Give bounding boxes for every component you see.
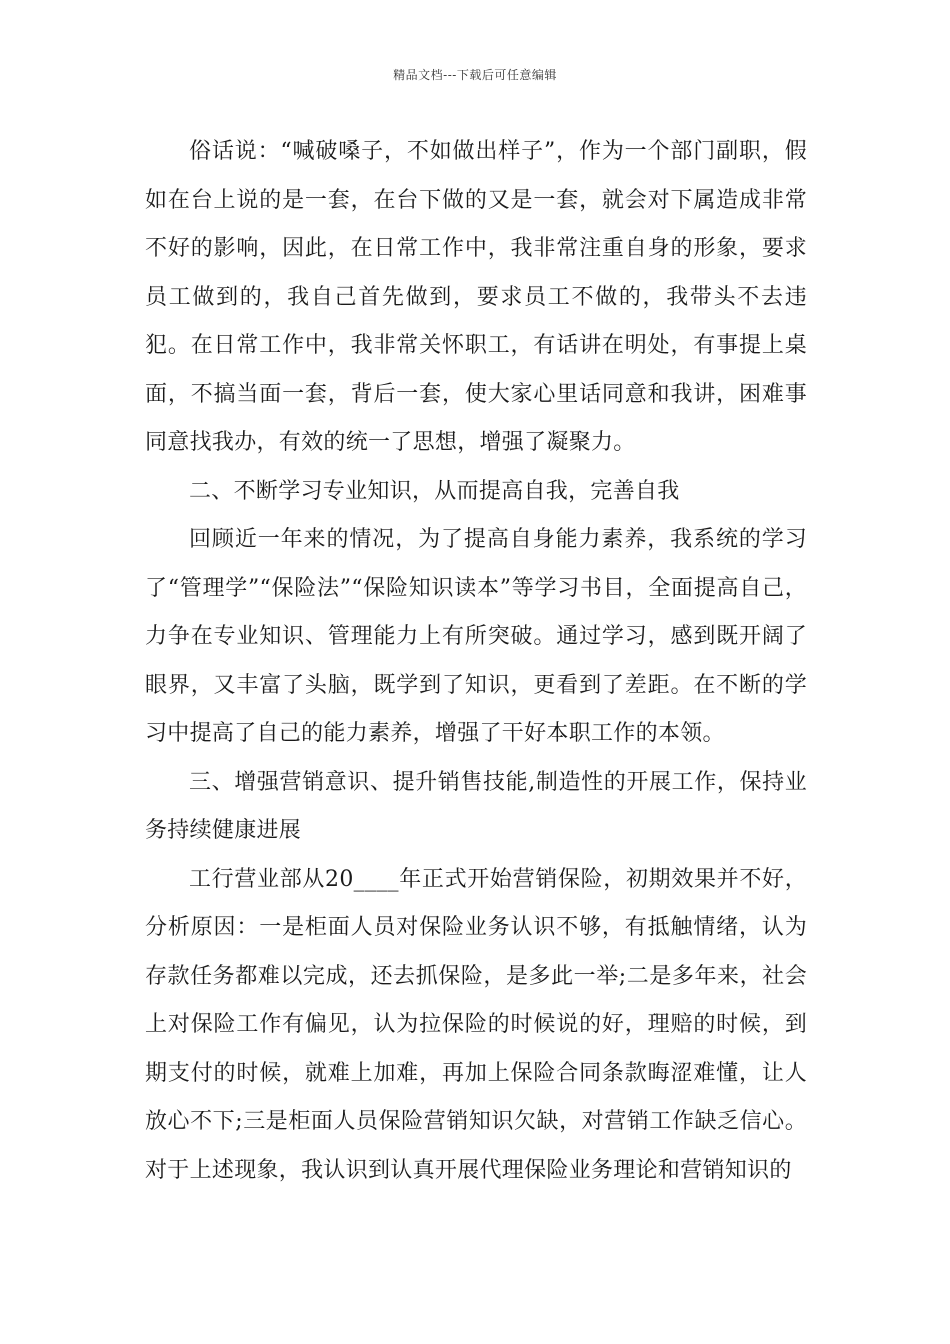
paragraph-marketing: 工行营业部从20____年正式开始营销保险，初期效果并不好，分析原因：一是柜面人员对保险业务认识不够，有抵触情绪，认为存款任务都难以完成，还去抓保险，是多此一举;二是多年来，社会上对保险工作有偏见，认为拉保险的时候说的好，理赔的时候，到期支付的时候，就难上加难，再加上保险合同条款晦涩难懂，让人放心不下;三是柜面人员保险营销知识欠缺，对营销工作缺乏信心。对于上述现象，我认识到认真开展代理保险业务理论和营销知识的 bbox=[145, 866, 807, 1183]
document-body bbox=[145, 128, 807, 1195]
section-heading-marketing: 三、增强营销意识、提升销售技能,制造性的开展工作，保持业务持续健康进展 bbox=[145, 769, 807, 843]
section-heading-learning: 二、不断学习专业知识，从而提高自我，完善自我 bbox=[189, 478, 680, 504]
paragraph-learning: 回顾近一年来的情况，为了提高自身能力素养，我系统的学习了“管理学”“保险法”“保险知识读本”等学习书目，全面提高自己，力争在专业知识、管理能力上有所突破。通过学习，感到既开阔了眼界，又丰富了头脑，既学到了知识，更看到了差距。在不断的学习中提高了自己的能力素养，增强了干好本职工作的本领。 bbox=[145, 527, 807, 746]
paragraph-work-style: 俗话说：“喊破嗓子，不如做出样子”，作为一个部门副职，假如在台上说的是一套，在台下做的又是一套，就会对下属造成非常不好的影响，因此，在日常工作中，我非常注重自身的形象，要求员工做到的，我自己首先做到，要求员工不做的，我带头不去违犯。在日常工作中，我非常关怀职工，有话讲在明处，有事提上桌面，不搞当面一套，背后一套，使大家心里话同意和我讲，困难事同意找我办，有效的统一了思想，增强了凝聚力。 bbox=[145, 139, 807, 455]
page-header: 精品文档---下载后可任意编辑 bbox=[393, 68, 557, 82]
